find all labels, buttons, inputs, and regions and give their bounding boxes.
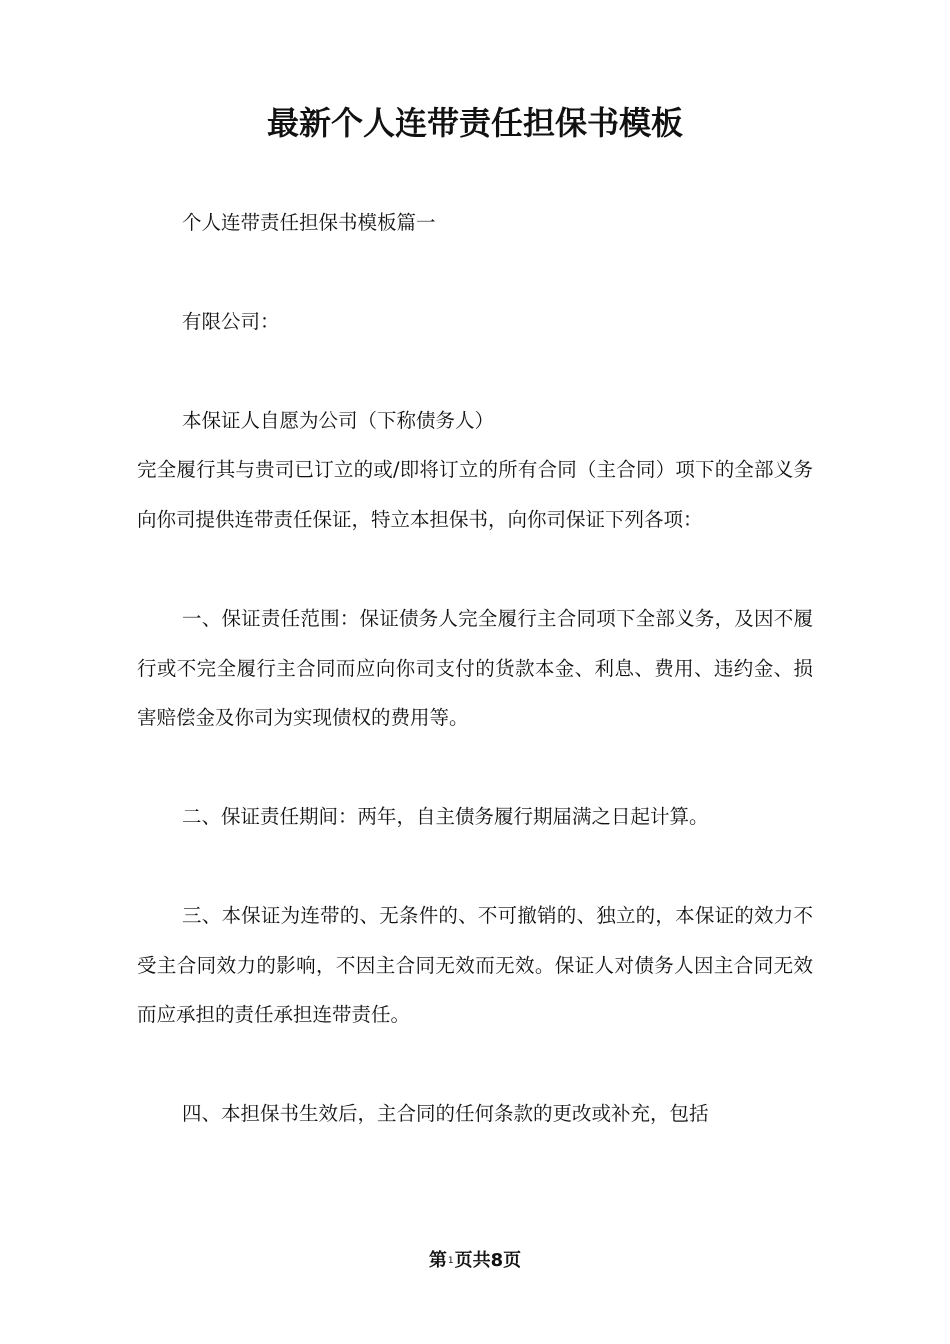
document-title: 最新个人连带责任担保书模板 xyxy=(266,104,683,142)
paragraph-clause-1: 一、保证责任范围：保证债务人完全履行主合同项下全部义务，及因不履行或不完全履行主合同而应向你司支付的货款本金、利息、费用、违约金、损害赔偿金及你司为实现债权的费用等。 xyxy=(137,607,813,729)
footer-page-number: 1 xyxy=(447,1256,454,1266)
footer-middle: 页共 xyxy=(454,1250,491,1271)
paragraph-clause-2: 二、保证责任期间：两年，自主债务履行期届满之日起计算。 xyxy=(182,805,709,828)
footer-total-pages: 8 xyxy=(490,1250,504,1271)
footer-suffix: 页 xyxy=(503,1250,522,1271)
footer-prefix: 第 xyxy=(428,1250,447,1271)
page-footer xyxy=(0,1248,950,1274)
paragraph-scope-statement: 完全履行其与贵司已订立的或/即将订立的所有合同（主合同）项下的全部义务向你司提供连带责任保证，特立本担保书，向你司保证下列各项： xyxy=(137,458,813,531)
paragraph-intro: 本保证人自愿为公司（下称债务人） xyxy=(182,409,495,432)
paragraph-clause-3: 三、本保证为连带的、无条件的、不可撤销的、独立的，本保证的效力不受主合同效力的影响，不因主合同无效而无效。保证人对债务人因主合同无效而应承担的责任承担连带责任。 xyxy=(137,904,813,1026)
addressee-line: 有限公司： xyxy=(182,310,280,333)
paragraph-clause-4: 四、本担保书生效后，主合同的任何条款的更改或补充，包括 xyxy=(182,1102,709,1125)
document-subtitle: 个人连带责任担保书模板篇一 xyxy=(182,211,436,234)
